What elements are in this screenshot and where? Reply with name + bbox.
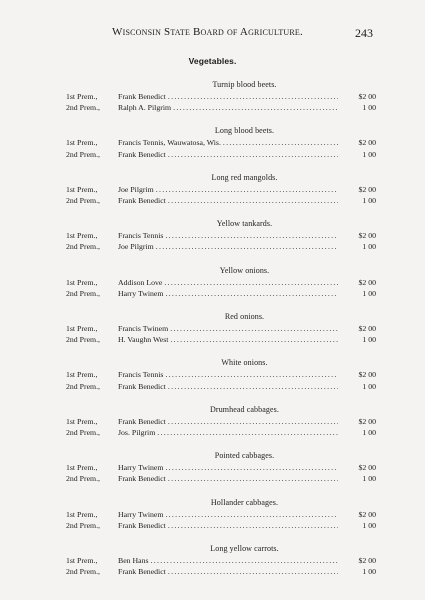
dot-leader	[168, 416, 338, 427]
award-winner: Frank Benedict	[118, 149, 166, 159]
dot-leader	[168, 473, 338, 484]
category-title: Yellow tankards.	[216, 219, 273, 229]
award-label: 1st Prem.,	[66, 463, 98, 473]
award-label: 2nd Prem.,	[66, 520, 101, 530]
dot-leader	[165, 462, 338, 473]
award-amount: $2 00	[358, 509, 376, 519]
category-block	[66, 309, 378, 355]
award-winner: Francis Tennis, Wauwatosa, Wis.	[118, 138, 221, 148]
running-head: Wisconsin State Board of Agriculture.	[112, 26, 303, 38]
award-row	[66, 555, 378, 566]
award-row	[66, 381, 378, 392]
award-row	[66, 334, 378, 345]
page-number: 243	[355, 26, 373, 40]
award-amount: $2 00	[358, 555, 376, 565]
page-header	[112, 26, 373, 40]
dot-leader	[157, 427, 338, 438]
award-amount: $2 00	[358, 184, 376, 194]
category-title: Yellow onions.	[219, 265, 270, 275]
award-row	[66, 241, 378, 252]
dot-leader	[168, 195, 338, 206]
category-block	[66, 402, 378, 448]
award-label: 1st Prem.,	[66, 509, 98, 519]
award-row	[66, 277, 378, 288]
category-title: Hollander cabbages.	[210, 497, 279, 507]
award-label: 2nd Prem.,	[66, 103, 101, 113]
award-amount: $2 00	[358, 416, 376, 426]
award-winner: Harry Twinem	[118, 463, 164, 473]
award-winner: H. Vaughn West	[118, 335, 169, 345]
award-label: 1st Prem.,	[66, 184, 98, 194]
award-label: 2nd Prem.,	[66, 149, 101, 159]
dot-leader	[165, 230, 338, 241]
award-row	[66, 520, 378, 531]
dot-leader	[156, 241, 338, 252]
award-label: 2nd Prem.,	[66, 474, 101, 484]
award-amount: 1 00	[362, 242, 376, 252]
category-block	[66, 216, 378, 262]
award-label: 1st Prem.,	[66, 138, 98, 148]
award-row	[66, 230, 378, 241]
award-amount: 1 00	[362, 103, 376, 113]
award-winner: Francis Tennis	[118, 370, 164, 380]
premium-list	[66, 77, 378, 587]
award-label: 1st Prem.,	[66, 323, 98, 333]
award-label: 1st Prem.,	[66, 370, 98, 380]
award-amount: $2 00	[358, 231, 376, 241]
award-amount: 1 00	[362, 288, 376, 298]
award-label: 1st Prem.,	[66, 231, 98, 241]
award-row	[66, 369, 378, 380]
dot-leader	[168, 91, 338, 102]
award-winner: Harry Twinem	[118, 509, 164, 519]
category-title: Long yellow carrots.	[210, 543, 279, 553]
award-label: 2nd Prem.,	[66, 195, 101, 205]
dot-leader	[223, 137, 338, 148]
award-amount: $2 00	[358, 370, 376, 380]
award-row	[66, 137, 378, 148]
award-row	[66, 462, 378, 473]
award-amount: $2 00	[358, 277, 376, 287]
award-amount: $2 00	[358, 138, 376, 148]
award-label: 2nd Prem.,	[66, 335, 101, 345]
dot-leader	[170, 334, 338, 345]
award-winner: Ralph A. Pilgrim	[118, 103, 172, 113]
award-row	[66, 427, 378, 438]
award-amount: 1 00	[362, 474, 376, 484]
award-winner: Frank Benedict	[118, 474, 166, 484]
category-block	[66, 77, 378, 123]
award-label: 1st Prem.,	[66, 277, 98, 287]
category-title: Turnip blood beets.	[212, 80, 277, 89]
award-winner: Frank Benedict	[118, 416, 166, 426]
award-amount: $2 00	[358, 463, 376, 473]
category-block	[66, 495, 378, 541]
award-winner: Jos. Pilgrim	[118, 427, 156, 437]
category-block	[66, 355, 378, 401]
award-row	[66, 509, 378, 520]
award-amount: $2 00	[358, 323, 376, 333]
award-winner: Frank Benedict	[118, 567, 166, 577]
award-label: 2nd Prem.,	[66, 427, 101, 437]
award-amount: 1 00	[362, 381, 376, 391]
category-title: Red onions.	[224, 311, 265, 321]
award-winner: Frank Benedict	[118, 381, 166, 391]
award-amount: 1 00	[362, 427, 376, 437]
category-title: Pointed cabbages.	[214, 451, 275, 461]
category-block	[66, 170, 378, 216]
award-winner: Ben Hans	[118, 555, 149, 565]
award-winner: Joe Pilgrim	[118, 242, 154, 252]
category-title: White onions.	[221, 358, 268, 368]
dot-leader	[168, 149, 338, 160]
dot-leader	[168, 520, 338, 531]
category-block	[66, 263, 378, 309]
award-row	[66, 473, 378, 484]
award-winner: Frank Benedict	[118, 195, 166, 205]
dot-leader	[170, 323, 338, 334]
award-amount: $2 00	[358, 92, 376, 101]
dot-leader	[165, 369, 338, 380]
dot-leader	[156, 184, 338, 195]
category-title: Long blood beets.	[214, 126, 275, 136]
category-title: Drumhead cabbages.	[210, 404, 279, 414]
award-label: 1st Prem.,	[66, 555, 98, 565]
award-row	[66, 323, 378, 334]
award-row	[66, 195, 378, 206]
award-label: 2nd Prem.,	[66, 567, 101, 577]
award-winner: Joe Pilgrim	[118, 184, 154, 194]
award-label: 2nd Prem.,	[66, 288, 101, 298]
dot-leader	[173, 102, 338, 113]
dot-leader	[164, 277, 338, 288]
award-label: 2nd Prem.,	[66, 381, 101, 391]
dot-leader	[168, 566, 338, 577]
award-row	[66, 102, 378, 113]
category-block	[66, 123, 378, 169]
dot-leader	[165, 288, 338, 299]
award-row	[66, 149, 378, 160]
award-row	[66, 184, 378, 195]
award-row	[66, 416, 378, 427]
award-winner: Addison Love	[118, 277, 163, 287]
award-label: 2nd Prem.,	[66, 242, 101, 252]
award-winner: Harry Twinem	[118, 288, 164, 298]
category-block	[66, 541, 378, 587]
dot-leader	[168, 381, 338, 392]
award-row	[66, 566, 378, 577]
dot-leader	[165, 509, 338, 520]
section-title: Vegetables.	[188, 56, 237, 66]
award-winner: Frank Benedict	[118, 92, 166, 101]
award-amount: 1 00	[362, 195, 376, 205]
award-winner: Francis Twinem	[118, 323, 169, 333]
award-amount: 1 00	[362, 335, 376, 345]
award-label: 1st Prem.,	[66, 416, 98, 426]
award-amount: 1 00	[362, 520, 376, 530]
category-title: Long red mangolds.	[211, 172, 278, 182]
dot-leader	[151, 555, 338, 566]
award-amount: 1 00	[362, 567, 376, 577]
award-winner: Francis Tennis	[118, 231, 164, 241]
award-label: 1st Prem.,	[66, 92, 98, 101]
award-row	[66, 288, 378, 299]
award-amount: 1 00	[362, 149, 376, 159]
award-row	[66, 91, 378, 102]
award-winner: Frank Benedict	[118, 520, 166, 530]
category-block	[66, 448, 378, 494]
